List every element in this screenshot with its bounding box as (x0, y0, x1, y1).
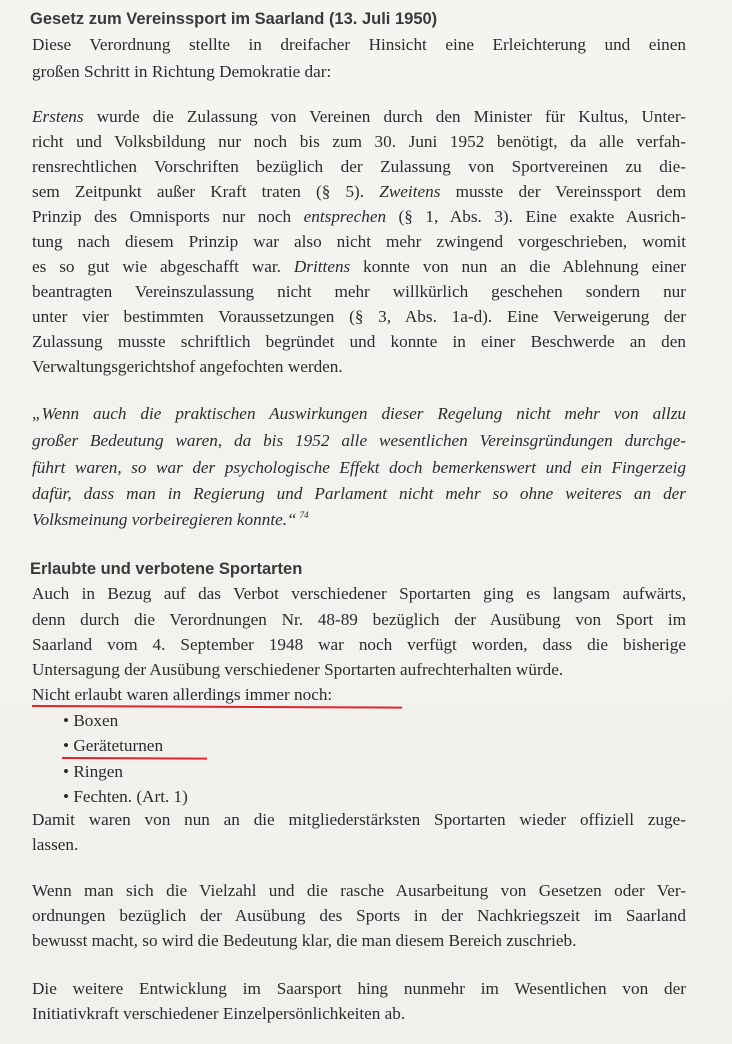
zweitens-emphasis: Zweitens (379, 182, 441, 201)
bullet-text-fechten: Fechten. (Art. 1) (73, 787, 188, 806)
erstens-emphasis: Erstens (32, 107, 84, 126)
p4-line-2: ordnungen bezüglich der Ausübung des Sports in der Nachkriegszeit im Saarland (32, 906, 686, 925)
quote-line-4: dafür, dass man in Regierung und Parlament nicht mehr so ohne weiteres an der (32, 484, 686, 503)
p1-line-9: unter vier bestimmten Voraussetzungen (§ 3, Abs. 1a-d). Eine Verweigerung der (32, 307, 686, 326)
bullet-text-geraeteturnen: Geräteturnen (73, 736, 164, 755)
p1-line-6: tung nach diesem Prinzip war also nicht mehr zwingend vorgeschrieben, womit (32, 232, 686, 251)
p4-line-1: Wenn man sich die Vielzahl und die rasche Ausarbeitung von Gesetzen oder Ver- (32, 881, 686, 900)
p1-line-7-text-c: konnte von nun an die Ablehnung einer (350, 257, 686, 276)
p1-line-3: rensrechtlichen Vorschriften bezüglich der Zulassung von Sportvereinen zu die- (32, 157, 686, 176)
p2-line-3: Saarland vom 4. September 1948 war noch verfügt worden, dass die bisherige (32, 635, 686, 654)
bullet-icon: • (63, 736, 70, 755)
bullet-item-fechten (63, 787, 188, 807)
p5-line-2: Initiativkraft verschiedener Einzelpersönlichkeiten ab. (32, 1004, 406, 1023)
p2-line-2: denn durch die Verordnungen Nr. 48-89 bezüglich der Ausübung von Sport im (32, 610, 686, 629)
bullet-icon: • (63, 711, 70, 730)
bullet-item-geraeteturnen (63, 736, 163, 756)
p2-line-5: Nicht erlaubt waren allerdings immer noch: (32, 685, 333, 704)
p1-line-7-text-a: es so gut wie abgeschafft war. (32, 257, 294, 276)
p1-line-2: richt und Volksbildung nur noch bis zum 30. Juni 1952 benötigt, da alle verfah- (32, 132, 686, 151)
quote-line-3: führt waren, so war der psychologische Effekt doch bemerkenswert und ein Fingerzeig (32, 458, 686, 477)
bullet-icon: • (63, 787, 70, 806)
p1-line-1-text: wurde die Zulassung von Vereinen durch den Minister für Kultus, Unter- (83, 107, 686, 126)
footnote-marker: 74 (299, 510, 309, 521)
bullet-icon: • (63, 762, 70, 781)
bullet-item-boxen (63, 711, 118, 731)
quote-line-2: großer Bedeutung waren, da bis 1952 alle wesentlichen Vereinsgründungen durchge- (32, 431, 686, 450)
p1-line-7 (32, 258, 686, 275)
p1-line-11: Verwaltungsgerichtshof angefochten werden. (32, 357, 343, 376)
bullet-item-ringen (63, 762, 123, 782)
p1-line-4-text-c: musste der Vereinssport dem (440, 182, 686, 201)
quote-line-5-text: Volksmeinung vorbeiregieren konnte.“ (32, 510, 297, 529)
red-underline-geraeteturnen (62, 757, 207, 760)
intro-line-2: großen Schritt in Richtung Demokratie dar: (32, 62, 332, 81)
p1-line-8: beantragten Vereinszulassung nicht mehr willkürlich geschehen sondern nur (32, 282, 686, 301)
red-underline-nicht-erlaubt (32, 705, 402, 709)
entsprechen-emphasis: entsprechen (303, 207, 387, 226)
p1-line-10: Zulassung musste schriftlich begründet und konnte in einer Beschwerde an den (32, 332, 686, 351)
bullet-text-boxen: Boxen (73, 711, 119, 730)
p2-line-1: Auch in Bezug auf das Verbot verschiedener Sportarten ging es langsam aufwärts, (32, 584, 686, 603)
p4-line-3: bewusst macht, so wird die Bedeutung klar, die man diesem Bereich zuschrieb. (32, 931, 577, 950)
p1-line-5-text-a: Prinzip des Omnisports nur noch (32, 207, 304, 226)
section-heading-gesetz: Gesetz zum Vereinssport im Saarland (13. Juli 1950) (30, 10, 438, 28)
p1-line-4 (32, 183, 686, 200)
quote-line-1: „Wenn auch die praktischen Auswirkungen dieser Regelung nicht mehr von allzu (32, 404, 686, 423)
p5-line-1: Die weitere Entwicklung im Saarsport hing nunmehr im Wesentlichen von der (32, 979, 686, 998)
p2-line-4: Untersagung der Ausübung verschiedener Sportarten aufrechterhalten würde. (32, 660, 564, 679)
quote-line-5 (32, 511, 309, 528)
p3-line-2: lassen. (32, 835, 79, 854)
section-heading-sportarten: Erlaubte und verbotene Sportarten (30, 560, 303, 578)
p1-line-5-text-c: (§ 1, Abs. 3). Eine exakte Ausrich- (386, 207, 686, 226)
p1-line-5 (32, 208, 686, 225)
p1-line-4-text-a: sem Zeitpunkt außer Kraft traten (§ 5). (32, 182, 380, 201)
p3-line-1: Damit waren von nun an die mitgliederstärksten Sportarten wieder offiziell zuge- (32, 810, 686, 829)
bullet-text-ringen: Ringen (73, 762, 123, 781)
drittens-emphasis: Drittens (293, 257, 351, 276)
p1-line-1 (32, 108, 686, 125)
intro-line-1: Diese Verordnung stellte in dreifacher Hinsicht eine Erleichterung und einen (32, 35, 686, 54)
